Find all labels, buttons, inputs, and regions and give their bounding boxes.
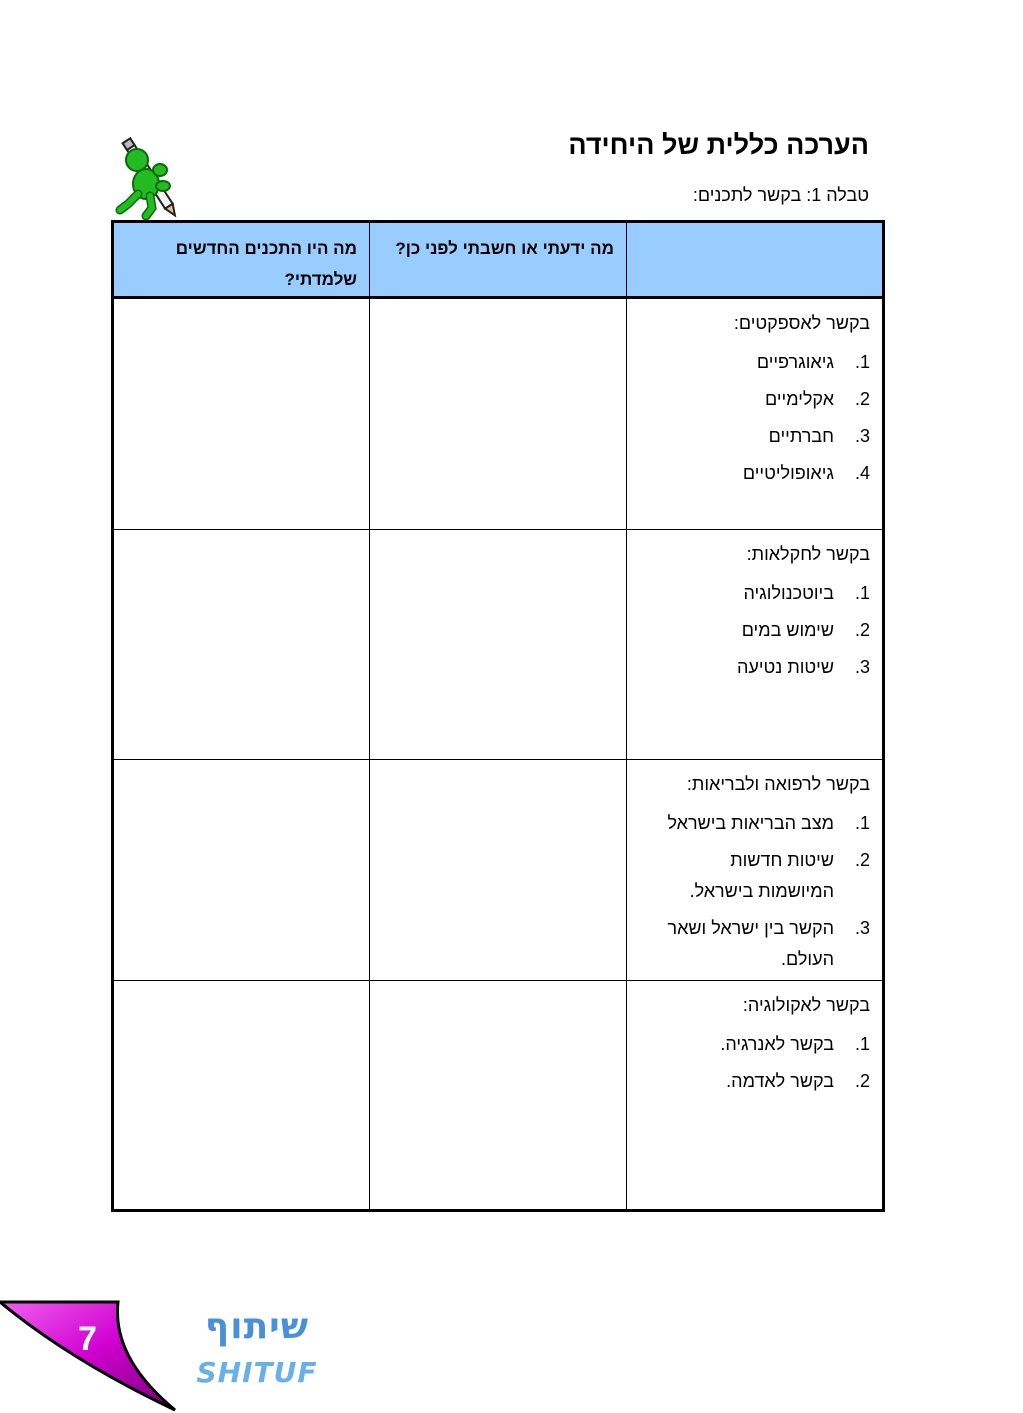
topic-title: בקשר לחקלאות: — [746, 544, 870, 564]
list-text: שיטות נטיעה — [737, 657, 834, 677]
list-number: 2. — [854, 1071, 870, 1091]
list-number: 2. — [854, 850, 870, 870]
topic-list — [637, 578, 870, 683]
answer-cell-known-before[interactable] — [370, 299, 627, 530]
header-learned-label: מה היו התכנים החדשים שלמדתי? — [175, 239, 357, 289]
list-number: 1. — [854, 1034, 870, 1054]
topic-title: בקשר לאספקטים: — [733, 313, 870, 333]
answer-cell-known-before[interactable] — [370, 981, 627, 1209]
answer-cell-known-before[interactable] — [370, 530, 627, 760]
list-item — [637, 1066, 870, 1097]
list-item — [637, 458, 870, 489]
list-number: 3. — [854, 657, 870, 677]
list-number: 1. — [854, 583, 870, 603]
evaluation-table — [111, 220, 885, 1212]
page-title: הערכה כללית של היחידה — [568, 130, 869, 160]
logo-hebrew-text: שיתוף — [204, 1306, 310, 1347]
logo-english-text: SHITUF — [196, 1356, 318, 1389]
list-text: בקשר לאדמה. — [726, 1071, 834, 1091]
topic-cell — [627, 530, 882, 760]
answer-cell-learned[interactable] — [114, 760, 370, 981]
list-item — [637, 347, 870, 378]
list-text: חברתיים — [768, 426, 834, 446]
topic-list — [637, 808, 870, 975]
topic-title: בקשר לאקולוגיה: — [742, 995, 870, 1015]
list-item — [637, 384, 870, 415]
list-item — [637, 652, 870, 683]
list-text: בקשר לאנרגיה. — [720, 1034, 834, 1054]
answer-cell-known-before[interactable] — [370, 760, 627, 981]
list-item — [637, 808, 870, 839]
header-topic — [627, 223, 882, 299]
topic-cell — [627, 299, 882, 530]
list-item — [637, 421, 870, 452]
topic-cell — [627, 981, 882, 1209]
topic-list — [637, 347, 870, 489]
list-text: שימוש במים — [741, 620, 834, 640]
answer-cell-learned[interactable] — [114, 530, 370, 760]
table-caption: טבלה 1: בקשר לתכנים: — [692, 185, 869, 205]
list-text: גיאופוליטיים — [742, 463, 834, 483]
list-item — [637, 1029, 870, 1060]
topic-list — [637, 1029, 870, 1097]
list-text: ביוטכנולוגיה — [743, 583, 834, 603]
list-item — [637, 578, 870, 609]
list-text: הקשר בין ישראל ושאר העולם. — [667, 918, 834, 969]
list-text: שיטות חדשות המיושמות בישראל. — [689, 850, 834, 901]
list-item — [637, 615, 870, 646]
list-number: 2. — [854, 389, 870, 409]
list-number: 3. — [854, 426, 870, 446]
topic-title: בקשר לרפואה ולבריאות: — [686, 774, 870, 794]
list-number: 2. — [854, 620, 870, 640]
header-learned — [114, 223, 370, 299]
list-number: 3. — [854, 918, 870, 938]
list-number: 1. — [854, 352, 870, 372]
shituf-logo — [192, 1306, 322, 1396]
answer-cell-learned[interactable] — [114, 299, 370, 530]
list-number: 4. — [854, 463, 870, 483]
list-item — [652, 913, 870, 975]
list-text: אקלימיים — [765, 389, 834, 409]
list-number: 1. — [854, 813, 870, 833]
list-text: גיאוגרפיים — [756, 352, 834, 372]
topic-cell — [627, 760, 882, 981]
header-known-before — [370, 223, 627, 299]
list-text: מצב הבריאות בישראל — [667, 813, 834, 833]
page-number: 7 — [78, 1320, 97, 1358]
header-known-before-label: מה ידעתי או חשבתי לפני כן? — [395, 239, 614, 258]
green-figure-with-pencil-icon — [110, 132, 190, 224]
list-item — [685, 845, 870, 907]
answer-cell-learned[interactable] — [114, 981, 370, 1209]
